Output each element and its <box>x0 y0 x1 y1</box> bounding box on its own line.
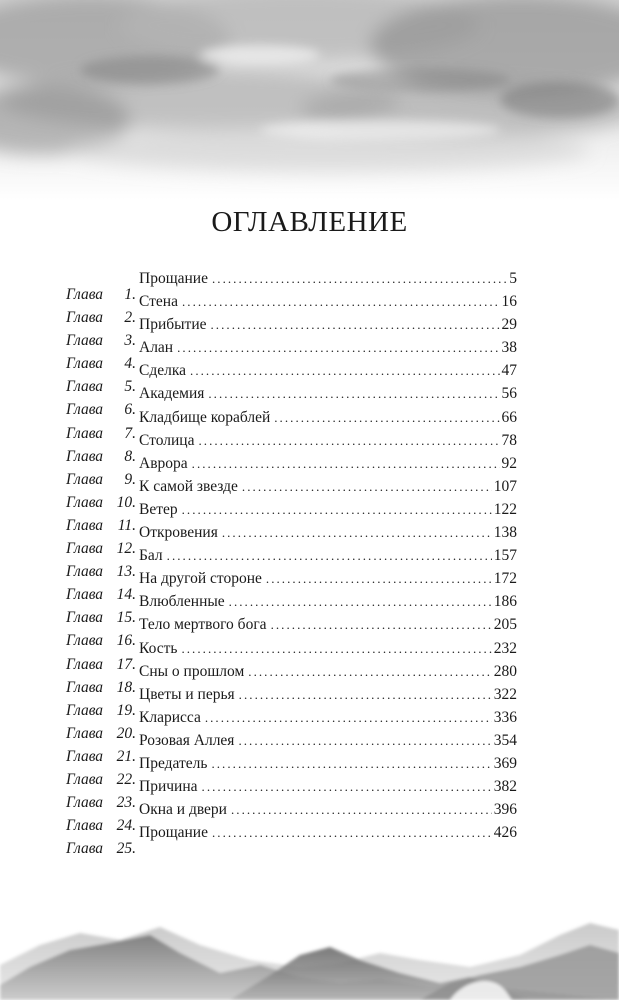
table-of-contents <box>66 267 517 858</box>
chapter-number: 3. <box>124 332 136 350</box>
dot-leader <box>192 452 500 475</box>
dot-leader <box>211 313 500 336</box>
page-number: 322 <box>493 685 517 703</box>
dot-leader <box>182 290 500 313</box>
chapter-title: Влюбленные <box>139 593 225 611</box>
chapter-number: 11. <box>117 516 136 534</box>
page-number: 47 <box>501 362 517 380</box>
page-number: 205 <box>493 616 517 634</box>
chapter-word: Глава <box>66 378 104 396</box>
chapter-title: На другой стороне <box>139 570 262 588</box>
chapter-title: Кость <box>139 639 178 657</box>
dot-leader <box>190 359 499 382</box>
chapter-title: Сделка <box>139 362 187 380</box>
chapter-word: Глава <box>66 632 104 650</box>
chapter-number: 17. <box>116 655 136 673</box>
page-number: 186 <box>493 593 517 611</box>
chapter-number: 16. <box>116 632 136 650</box>
chapter-word: Глава <box>66 724 104 742</box>
chapter-number: 6. <box>124 401 136 419</box>
chapter-word: Глава <box>66 540 104 558</box>
chapter-number: 7. <box>124 424 136 442</box>
page-title: ОГЛАВЛЕНИЕ <box>211 206 408 238</box>
chapter-title: Сны о прошлом <box>139 662 245 680</box>
page-number: 107 <box>493 477 517 495</box>
dot-leader <box>181 637 491 660</box>
chapter-number: 19. <box>116 701 136 719</box>
dot-leader <box>242 475 492 498</box>
chapter-title: Окна и двери <box>139 801 227 819</box>
chapter-word: Глава <box>66 586 104 604</box>
page-number: 122 <box>493 500 517 518</box>
dot-leader <box>198 429 499 452</box>
page-number: 172 <box>493 570 517 588</box>
chapter-title: Откровения <box>139 524 218 542</box>
chapter-title: Ветер <box>139 500 178 518</box>
dot-leader <box>212 267 507 290</box>
chapter-word: Глава <box>66 470 104 488</box>
chapter-title: Тело мертвого бога <box>139 616 267 634</box>
chapter-number: 12. <box>116 540 136 558</box>
chapter-number: 9. <box>124 470 136 488</box>
page-number: 232 <box>493 639 517 657</box>
chapter-title: Цветы и перья <box>139 685 235 703</box>
page-number: 92 <box>501 454 517 472</box>
page-number: 396 <box>493 801 517 819</box>
chapter-title: Причина <box>139 778 198 796</box>
chapter-word: Глава <box>66 609 104 627</box>
chapter-word: Глава <box>66 747 104 765</box>
page-number: 78 <box>501 431 517 449</box>
chapter-number: 15. <box>116 609 136 627</box>
chapter-title: Академия <box>139 385 205 403</box>
chapter-number: 10. <box>116 493 136 511</box>
page-number: 38 <box>501 339 517 357</box>
chapter-title: Аврора <box>139 454 188 472</box>
chapter-number: 18. <box>116 678 136 696</box>
dot-leader <box>177 336 499 359</box>
dot-leader <box>211 752 491 775</box>
chapter-word: Глава <box>66 701 104 719</box>
dot-leader <box>271 613 492 636</box>
chapter-title: Предатель <box>139 754 208 772</box>
page-number: 138 <box>493 524 517 542</box>
chapter-word: Глава <box>66 563 104 581</box>
chapter-number: 13. <box>116 563 136 581</box>
chapter-word: Глава <box>66 516 104 534</box>
dot-leader <box>208 382 499 405</box>
dot-leader <box>274 406 499 429</box>
page-number: 426 <box>493 824 517 842</box>
chapter-number: 1. <box>124 286 136 303</box>
chapter-title: Кларисса <box>139 708 201 726</box>
chapter-number: 4. <box>124 355 136 373</box>
chapter-number: 23. <box>116 794 136 812</box>
chapter-word: Глава <box>66 286 104 303</box>
chapter-title: Кладбище кораблей <box>139 408 271 426</box>
chapter-word: Глава <box>66 332 104 350</box>
dot-leader <box>212 821 492 844</box>
dot-leader <box>182 498 492 521</box>
page-number: 16 <box>501 293 517 311</box>
chapter-number: 2. <box>124 309 136 327</box>
watercolor-mountains-illustration <box>0 905 619 1000</box>
dot-leader <box>222 521 492 544</box>
chapter-title: Стена <box>139 293 178 311</box>
dot-leader <box>266 567 492 590</box>
page-number: 336 <box>493 708 517 726</box>
chapter-number: 22. <box>116 770 136 788</box>
page-number: 157 <box>493 547 517 565</box>
page-number: 280 <box>493 662 517 680</box>
dot-leader <box>205 706 492 729</box>
chapter-word: Глава <box>66 655 104 673</box>
page-number: 66 <box>501 408 517 426</box>
chapter-title: Прощание <box>139 824 208 842</box>
page-number: 56 <box>501 385 517 403</box>
page-number: 369 <box>493 754 517 772</box>
chapter-word: Глава <box>66 678 104 696</box>
page-number: 354 <box>493 731 517 749</box>
dot-leader <box>231 798 492 821</box>
chapter-number: 21. <box>116 747 136 765</box>
chapter-number: 25. <box>116 840 136 858</box>
chapter-word: Глава <box>66 817 104 835</box>
chapter-number: 8. <box>124 447 136 465</box>
dot-leader <box>202 775 492 798</box>
chapter-title: Столица <box>139 431 195 449</box>
chapter-title: К самой звезде <box>139 477 238 495</box>
chapter-title: Прощание <box>139 270 208 287</box>
chapter-number: 14. <box>116 586 136 604</box>
dot-leader <box>229 590 492 613</box>
chapter-title: Розовая Аллея <box>139 731 235 749</box>
chapter-word: Глава <box>66 794 104 812</box>
chapter-word: Глава <box>66 424 104 442</box>
chapter-number: 5. <box>124 378 136 396</box>
chapter-title: Алан <box>139 339 174 357</box>
page-number: 5 <box>509 270 517 287</box>
chapter-number: 20. <box>116 724 136 742</box>
page-number: 29 <box>501 316 517 334</box>
chapter-word: Глава <box>66 493 104 511</box>
page-number: 382 <box>493 778 517 796</box>
chapter-word: Глава <box>66 770 104 788</box>
chapter-word: Глава <box>66 355 104 373</box>
chapter-word: Глава <box>66 447 104 465</box>
dot-leader <box>248 660 491 683</box>
chapter-word: Глава <box>66 840 104 858</box>
chapter-word: Глава <box>66 309 104 327</box>
dot-leader <box>239 683 492 706</box>
chapter-title: Прибытие <box>139 316 207 334</box>
chapter-word: Глава <box>66 401 104 419</box>
chapter-number: 24. <box>116 817 136 835</box>
chapter-title: Бал <box>139 547 163 565</box>
dot-leader <box>238 729 491 752</box>
watercolor-clouds-illustration <box>0 0 619 200</box>
dot-leader <box>167 544 492 567</box>
